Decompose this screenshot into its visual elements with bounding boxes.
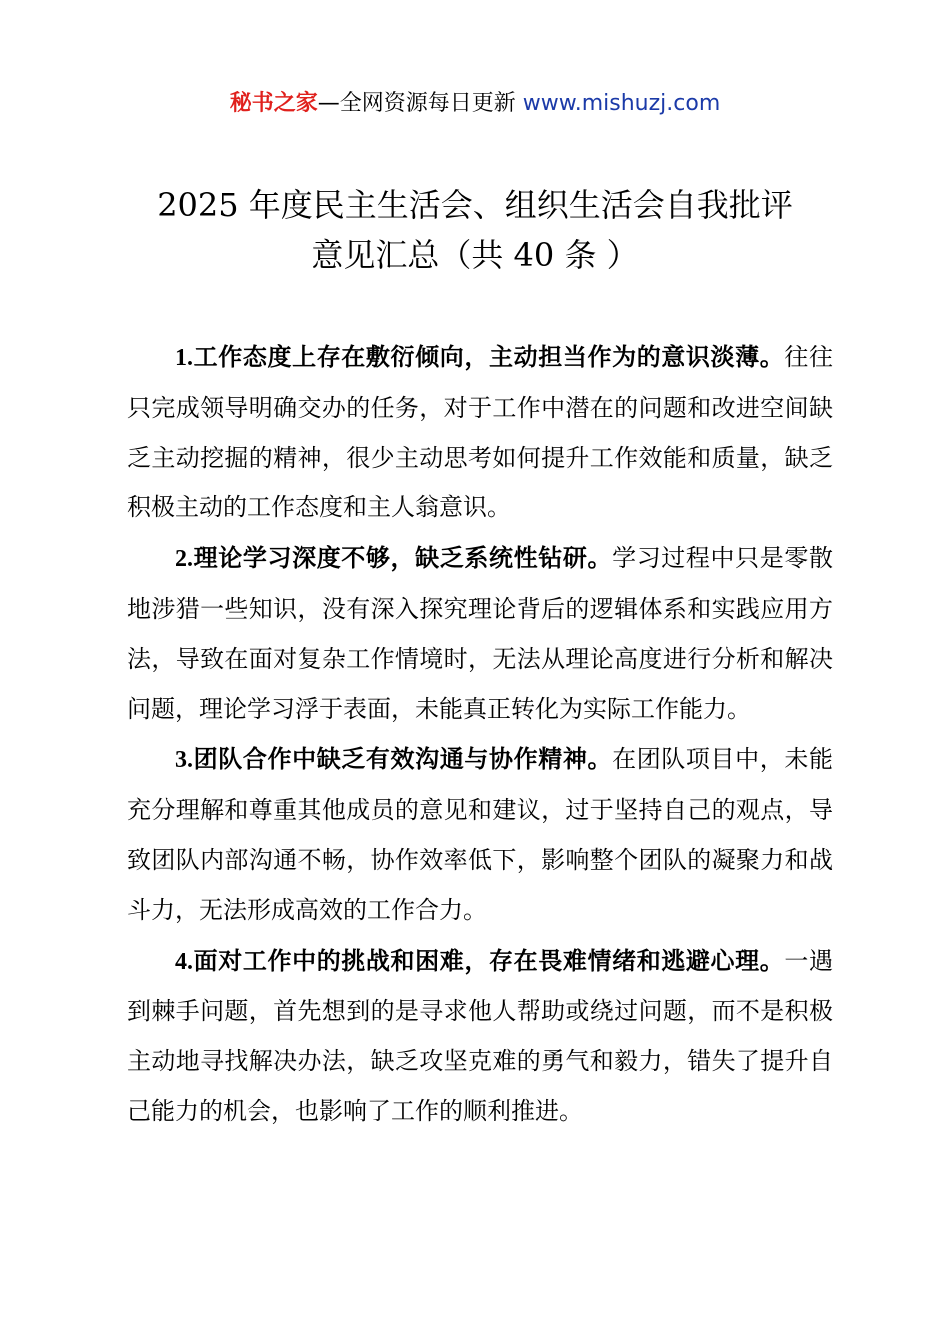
item-number: 4.: [175, 948, 193, 975]
site-url[interactable]: www.mishuzj.com: [522, 91, 721, 116]
title-line-1: 2025 年度民主生活会、组织生活会自我批评: [157, 186, 793, 224]
document-body: [127, 332, 833, 1137]
item-text: 学习过程中只是零散地涉猎一些知识，没有深入探究理论背后的逻辑体系和实践应用方法，导致在面对复杂工作情境时，无法从理论高度进行分析和解决问题，理论学习浮于表面，未能真正转化为实际工作能力。: [127, 544, 834, 723]
item-text: 往往只完成领导明确交办的任务，对于工作中潜在的问题和改进空间缺乏主动挖掘的精神，很少主动思考如何提升工作效能和质量，缺乏积极主动的工作态度和主人翁意识。: [127, 343, 834, 522]
item-number: 3.: [175, 747, 193, 774]
item-paragraph: [127, 936, 833, 1137]
brand-name: 秘书之家: [229, 91, 318, 116]
item-heading: 工作态度上存在敷衍倾向，主动担当作为的意识淡薄。: [193, 342, 785, 371]
header-tagline: —全网资源每日更新: [317, 91, 516, 116]
item-text: 在团队项目中，未能充分理解和尊重其他成员的意见和建议，过于坚持自己的观点，导致团队内部沟通不畅，协作效率低下，影响整个团队的凝聚力和战斗力，无法形成高效的工作合力。: [127, 745, 834, 924]
item-paragraph: [127, 734, 833, 935]
item-text: 一遇到棘手问题，首先想到的是寻求他人帮助或绕过问题，而不是积极主动地寻找解决办法，缺乏攻坚克难的勇气和毅力，错失了提升自己能力的机会，也影响了工作的顺利推进。: [127, 946, 834, 1125]
title-line-2: 意见汇总（共 40 条 ）: [311, 236, 639, 274]
item-number: 1.: [175, 345, 193, 371]
item-paragraph: [127, 332, 833, 533]
item-number: 2.: [175, 546, 193, 573]
item-paragraph: [127, 533, 833, 734]
item-heading: 团队合作中缺乏有效沟通与协作精神。: [193, 744, 613, 774]
item-heading: 面对工作中的挑战和困难，存在畏难情绪和逃避心理。: [193, 945, 785, 975]
document-title: [100, 180, 850, 280]
item-heading: 理论学习深度不够，缺乏系统性钻研。: [193, 543, 613, 573]
site-header: [0, 88, 950, 120]
